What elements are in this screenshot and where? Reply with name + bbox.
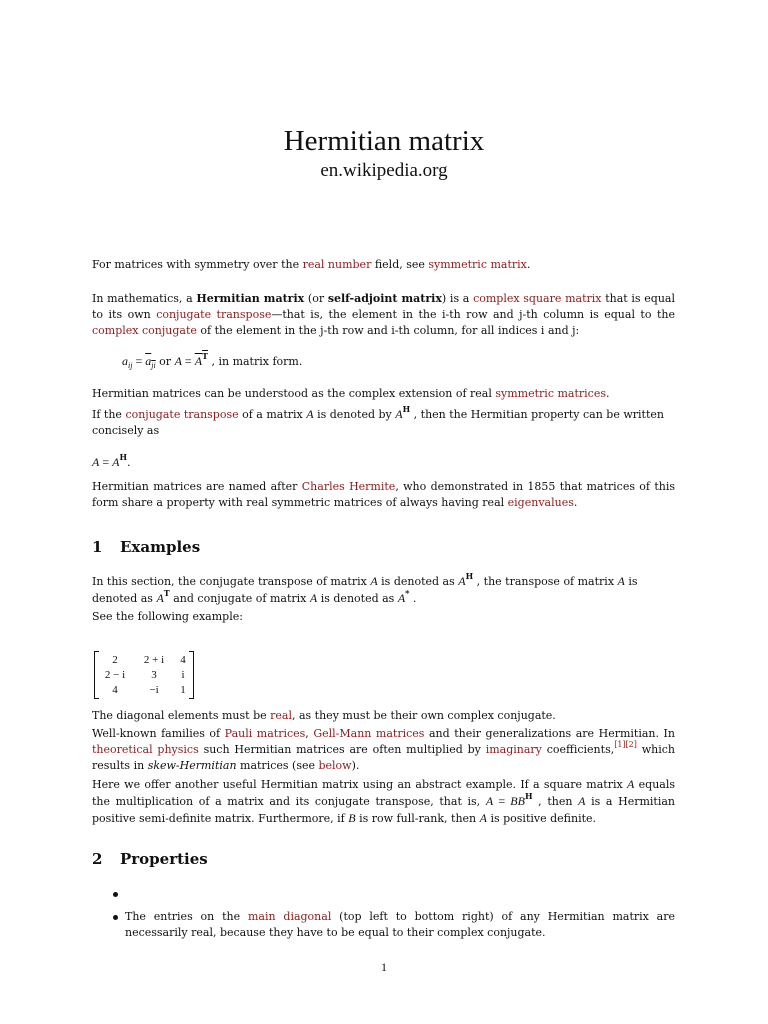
paragraph-families (92, 726, 675, 774)
link-charles-hermite[interactable]: Charles Hermite (301, 480, 396, 493)
section-number: 2 (92, 850, 103, 868)
text: that is equal to its own (92, 292, 675, 321)
source-domain: en.wikipedia.org (320, 160, 448, 181)
link-real-number[interactable]: real number (302, 258, 372, 271)
math-A: A (578, 794, 586, 808)
math-equals: = (181, 354, 195, 368)
matrix-cell: 3 (151, 669, 157, 681)
math-equals: = (132, 354, 146, 368)
text: If the (92, 408, 126, 421)
math-A: A (306, 407, 314, 421)
text: Hermitian matrices can be understood as the complex extension of real (92, 387, 496, 400)
paragraph-conjugate-transpose (92, 406, 675, 439)
link-imaginary[interactable]: imaginary (485, 743, 542, 756)
math-superscript: H (465, 571, 474, 582)
title-block (0, 124, 768, 183)
text: is denoted as (317, 592, 398, 605)
link-gell-mann-matrices[interactable]: Gell-Mann matrices (313, 727, 425, 740)
link-complex-conjugate[interactable]: complex conjugate (92, 324, 197, 337)
math-A: A (309, 591, 318, 605)
text: ). (351, 759, 360, 772)
section-title: Properties (120, 850, 208, 868)
text: matrices (see (236, 759, 319, 772)
link-complex-square-matrix[interactable]: complex square matrix (473, 292, 602, 305)
link-pauli-matrices[interactable]: Pauli matrices (224, 727, 306, 740)
text: equals the multiplication of a matrix and its conjugate transpose, that is, (92, 778, 675, 808)
matrix-cell: 2 − i (104, 669, 126, 681)
math-subscript: ij (128, 361, 133, 371)
matrix-cell: 4 (180, 654, 186, 666)
text: of the element in the j-th row and i-th column, for all indices i and j: (196, 324, 580, 337)
matrix-cell: 2 (112, 654, 118, 666)
hatnote-text: . (526, 258, 531, 271)
text: Here we offer another useful Hermitian matrix using an abstract example. If a square matrix (92, 778, 627, 791)
term-hermitian-matrix: Hermitian matrix (196, 292, 305, 305)
text: . (409, 592, 417, 605)
math-BB: BB (510, 794, 525, 808)
math-A: A (395, 407, 403, 421)
paragraph-notation (92, 573, 675, 607)
section-number: 1 (92, 538, 103, 556)
math-A: A (156, 591, 164, 605)
reference-links[interactable]: [1][2] (614, 740, 637, 750)
link-symmetric-matrices[interactable]: symmetric matrices (495, 387, 606, 400)
math-superscript: H (402, 404, 411, 415)
text: The entries on the (125, 910, 248, 923)
term-self-adjoint-matrix: self-adjoint matrix (327, 292, 442, 305)
link-symmetric-matrix[interactable]: symmetric matrix (428, 258, 527, 271)
intro-paragraph (92, 291, 675, 339)
text: which results in (92, 743, 675, 772)
math-a: a (122, 354, 128, 368)
paragraph-charles-hermite (92, 479, 675, 511)
matrix-cell: 4 (112, 684, 118, 696)
text: is denoted by (313, 408, 396, 421)
text: . (573, 496, 578, 509)
math-superscript: * (405, 588, 410, 599)
list-item (125, 909, 675, 941)
math-A: A (627, 777, 635, 791)
matrix-cell: i (181, 669, 185, 681)
math-superscript: H (524, 791, 533, 802)
text: (or (304, 292, 328, 305)
section-title: Examples (120, 538, 201, 556)
text: . (127, 456, 131, 469)
paragraph-complex-extension (92, 386, 675, 402)
link-eigenvalues[interactable]: eigenvalues (507, 496, 574, 509)
text: is positive definite. (486, 812, 597, 825)
math-superscript: T (202, 351, 208, 362)
math-A: A (92, 455, 100, 469)
text: In this section, the conjugate transpose of matrix (92, 575, 371, 588)
page-title: Hermitian matrix (283, 125, 485, 157)
math-A: A (617, 574, 625, 588)
math-A: A (194, 354, 203, 368)
paragraph-diagonal-real (92, 708, 675, 724)
formula-elementwise (122, 353, 522, 374)
bullet-icon (112, 909, 120, 925)
math-A: A (479, 811, 487, 825)
text: , in matrix form. (207, 355, 303, 368)
matrix-cell: −i (149, 684, 159, 696)
link-below[interactable]: below (318, 759, 352, 772)
text: , who demonstrated in 1855 that matrices of this form share a property with real symmetric matrices of always having real (92, 480, 675, 509)
text: , (305, 727, 314, 740)
text: ) is a (441, 292, 474, 305)
text: , then the Hermitian property can be written concisely as (92, 408, 664, 437)
text: , as they must be their own complex conjugate. (291, 709, 556, 722)
math-A: A (112, 455, 120, 469)
properties-list (112, 886, 675, 946)
text: is denoted as (377, 575, 459, 588)
paragraph-abstract-example (92, 776, 675, 827)
math-superscript: T (163, 588, 170, 599)
hatnote-text: For matrices with symmetry over the (92, 258, 303, 271)
link-real[interactable]: real (270, 709, 292, 722)
text: such Hermitian matrices are often multiplied by (198, 743, 486, 756)
text: Well-known families of (92, 727, 225, 740)
math-A: A (397, 591, 406, 605)
text: In mathematics, a (92, 292, 197, 305)
text: and their generalizations are Hermitian. In (424, 727, 675, 740)
math-a: a (145, 354, 152, 368)
paragraph-see-example (92, 609, 675, 625)
math-equals: = (493, 794, 511, 808)
text: is a Hermitian positive semi-definite matrix. Furthermore, if (92, 795, 675, 825)
math-A: A (370, 574, 378, 588)
link-theoretical-physics[interactable]: theoretical physics (92, 743, 199, 756)
text: See the following example: (92, 610, 243, 623)
section-heading-properties (92, 849, 208, 869)
math-A: A (458, 574, 466, 588)
text: The diagonal elements must be (92, 709, 271, 722)
text: coefficients, (541, 743, 615, 756)
section-heading-examples (92, 537, 200, 557)
text: , the transpose of matrix (473, 575, 618, 588)
text: —that is, the element in the i-th row and j-th column is equal to the (271, 308, 675, 321)
math-subscript: ji (151, 361, 156, 371)
text: is row full-rank, then (355, 812, 480, 825)
math-B: B (348, 811, 356, 825)
page-number: 1 (381, 960, 387, 974)
link-conjugate-transpose[interactable]: conjugate transpose (156, 308, 272, 321)
link-main-diagonal[interactable]: main diagonal (247, 910, 332, 923)
term-skew-hermitian: skew-Hermitian (147, 759, 237, 772)
text: Hermitian matrices are named after (92, 480, 302, 493)
hatnote-text: field, see (371, 258, 429, 271)
text: and conjugate of matrix (169, 592, 310, 605)
example-matrix (94, 651, 194, 699)
matrix-cell: 2 + i (143, 654, 165, 666)
formula-hermitian-property (92, 454, 675, 471)
math-A: A (174, 354, 182, 368)
text: (top left to bottom right) of any Hermitian matrix are necessarily real, because they have to be equal to their complex conjugate. (125, 910, 676, 939)
math-A: A (485, 794, 494, 808)
text: is denoted as (92, 575, 638, 605)
hatnote (92, 257, 675, 273)
text: or (155, 355, 175, 368)
matrix-cell: 1 (180, 684, 186, 696)
math-superscript: H (119, 452, 128, 463)
math-equals: = (99, 455, 113, 469)
text: . (605, 387, 610, 400)
text: of a matrix (238, 408, 307, 421)
text: , then (532, 795, 579, 808)
bullet-icon (112, 886, 120, 902)
link-conjugate-transpose-2[interactable]: conjugate transpose (125, 408, 239, 421)
